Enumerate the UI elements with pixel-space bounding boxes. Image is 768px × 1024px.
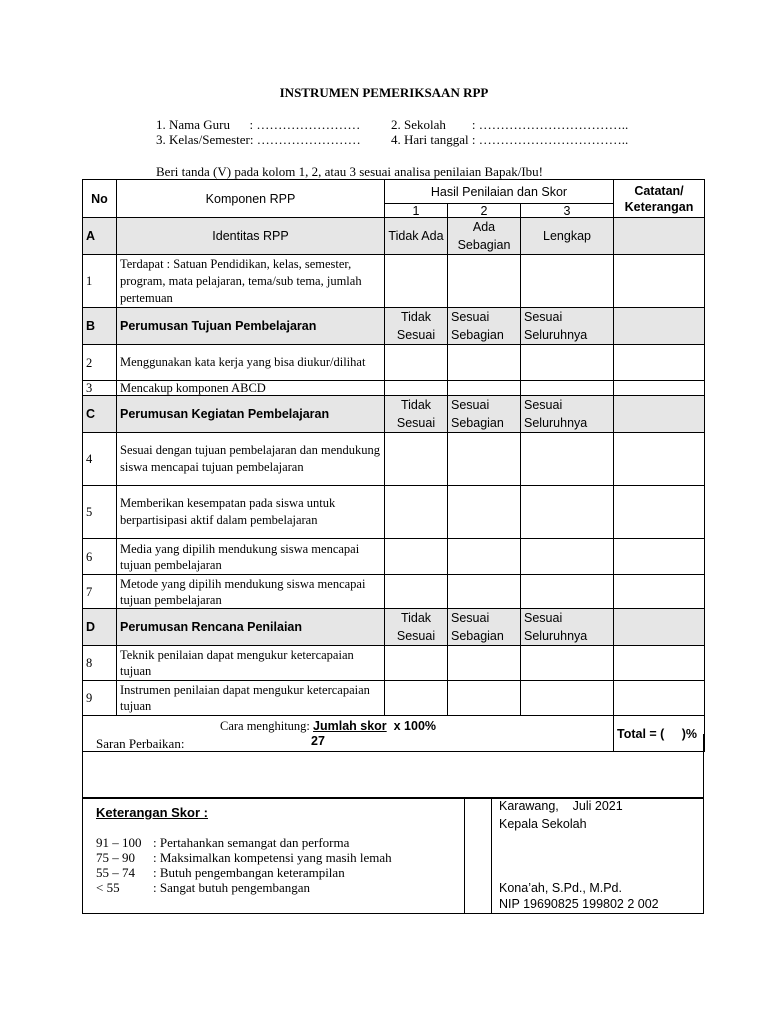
divider — [491, 799, 492, 913]
table-row — [83, 646, 705, 681]
document-title: INSTRUMEN PEMERIKSAAN RPP — [279, 85, 489, 100]
level-3: Sesuai Seluruhnya — [521, 308, 614, 345]
section-code: B — [83, 308, 117, 345]
check-cell-2[interactable] — [448, 539, 521, 575]
check-cell-3[interactable] — [521, 539, 614, 575]
field-nama-guru: 1. Nama Guru : …………………… — [156, 117, 361, 132]
scale-desc: : Pertahankan semangat dan performa — [153, 835, 350, 850]
signature-place-date: Karawang, Juli 2021 — [499, 799, 623, 813]
item-text: Instrumen penilaian dapat mengukur ketercapaian tujuan — [117, 681, 385, 716]
check-cell-2[interactable] — [448, 681, 521, 716]
section-code: D — [83, 609, 117, 646]
scale-range: 75 – 90 — [96, 850, 135, 865]
level-1: Tidak Ada — [385, 218, 448, 255]
formula-times: x 100% — [386, 719, 437, 733]
notes-cell[interactable] — [614, 539, 705, 575]
notes-cell[interactable] — [614, 609, 705, 646]
notes-cell[interactable] — [614, 308, 705, 345]
scale-desc: : Sangat butuh pengembangan — [153, 880, 311, 895]
score-2: 2 — [448, 204, 521, 218]
item-text: Media yang dipilih mendukung siswa mencapai tujuan pembelajaran — [117, 539, 385, 575]
check-cell-2[interactable] — [448, 575, 521, 609]
item-text: Menggunakan kata kerja yang bisa diukur/dilihat — [117, 345, 385, 381]
table-row — [83, 486, 705, 539]
scale-desc: : Maksimalkan kompetensi yang masih lemah — [153, 850, 392, 865]
item-text: Memberikan kesempatan pada siswa untuk berpartisipasi aktif dalam pembelajaran — [117, 486, 385, 539]
field-sekolah: 2. Sekolah : …………………………….. — [391, 117, 629, 132]
level-3: Sesuai Seluruhnya — [521, 609, 614, 646]
header-no: No — [83, 180, 117, 218]
level-3: Lengkap — [521, 218, 614, 255]
scale-range: < 55 — [96, 880, 120, 895]
notes-cell[interactable] — [614, 575, 705, 609]
level-2: Sesuai Sebagian — [448, 308, 521, 345]
item-text: Teknik penilaian dapat mengukur ketercapaian tujuan — [117, 646, 385, 681]
check-cell-2[interactable] — [448, 255, 521, 308]
scale-range: 91 – 100 — [96, 835, 142, 850]
check-cell-2[interactable] — [448, 345, 521, 381]
level-2: Sesuai Sebagian — [448, 609, 521, 646]
section-title: Perumusan Kegiatan Pembelajaran — [117, 396, 385, 433]
check-cell-3[interactable] — [521, 345, 614, 381]
divider — [464, 799, 465, 913]
item-no: 4 — [83, 433, 117, 486]
check-cell-1[interactable] — [385, 575, 448, 609]
field-hari-tanggal: 4. Hari tanggal : …………………………….. — [391, 132, 629, 147]
notes-cell[interactable] — [614, 396, 705, 433]
score-1: 1 — [385, 204, 448, 218]
check-cell-1[interactable] — [385, 681, 448, 716]
notes-cell[interactable] — [614, 681, 705, 716]
notes-cell[interactable] — [614, 255, 705, 308]
section-title: Perumusan Rencana Penilaian — [117, 609, 385, 646]
level-1: Tidak Sesuai — [385, 609, 448, 646]
item-no: 5 — [83, 486, 117, 539]
notes-cell[interactable] — [614, 381, 705, 396]
keterangan-title: Keterangan Skor : — [96, 805, 208, 820]
level-1: Tidak Sesuai — [385, 396, 448, 433]
notes-cell[interactable] — [614, 486, 705, 539]
score-3: 3 — [521, 204, 614, 218]
check-cell-3[interactable] — [521, 486, 614, 539]
item-text: Terdapat : Satuan Pendidikan, kelas, semester, program, mata pelajaran, tema/sub tema, jumlah pertemuan — [117, 255, 385, 308]
item-no: 1 — [83, 255, 117, 308]
item-no: 9 — [83, 681, 117, 716]
field-kelas-semester: 3. Kelas/Semester: …………………… — [156, 132, 361, 147]
item-no: 3 — [83, 381, 117, 396]
table-row — [83, 433, 705, 486]
section-title: Identitas RPP — [117, 218, 385, 255]
check-cell-1[interactable] — [385, 539, 448, 575]
check-cell-1[interactable] — [385, 486, 448, 539]
check-cell-3[interactable] — [521, 381, 614, 396]
section-code: A — [83, 218, 117, 255]
signature-nip: NIP 19690825 199802 2 002 — [499, 897, 659, 911]
notes-cell[interactable] — [614, 646, 705, 681]
formula-prefix: Cara menghitung: — [219, 719, 314, 733]
saran-label: Saran Perbaikan: — [96, 736, 185, 751]
item-text: Metode yang dipilih mendukung siswa mencapai tujuan pembelajaran — [117, 575, 385, 609]
signature-name: Kona’ah, S.Pd., M.Pd. — [499, 881, 622, 895]
table-row — [83, 255, 705, 308]
section-row — [83, 396, 705, 433]
check-cell-3[interactable] — [521, 646, 614, 681]
formula-numerator: Jumlah skor — [313, 719, 387, 733]
header-catatan: Catatan/ Keterangan — [614, 180, 705, 218]
instruction-text: Beri tanda (V) pada kolom 1, 2, atau 3 sesuai analisa penilaian Bapak/Ibu! — [156, 164, 543, 179]
section-row — [83, 609, 705, 646]
level-3: Sesuai Seluruhnya — [521, 396, 614, 433]
keterangan-box — [82, 798, 704, 914]
scale-row — [96, 850, 392, 865]
check-cell-3[interactable] — [521, 575, 614, 609]
check-cell-1[interactable] — [385, 646, 448, 681]
item-no: 6 — [83, 539, 117, 575]
check-cell-1[interactable] — [385, 433, 448, 486]
notes-cell[interactable] — [614, 433, 705, 486]
item-no: 2 — [83, 345, 117, 381]
check-cell-2[interactable] — [448, 381, 521, 396]
notes-cell[interactable] — [614, 218, 705, 255]
scale-row — [96, 880, 392, 895]
notes-cell[interactable] — [614, 345, 705, 381]
level-2: Ada Sebagian — [448, 218, 521, 255]
total-cell: Total = ( )% — [614, 716, 705, 752]
scale-row — [96, 835, 392, 850]
scale-row — [96, 865, 392, 880]
scale-desc: : Butuh pengembangan keterampilan — [153, 865, 345, 880]
item-no: 8 — [83, 646, 117, 681]
section-row — [83, 308, 705, 345]
scale-range: 55 – 74 — [96, 865, 135, 880]
table-row — [83, 345, 705, 381]
score-scale — [96, 835, 392, 895]
check-cell-1[interactable] — [385, 345, 448, 381]
header-hasil: Hasil Penilaian dan Skor — [385, 180, 614, 204]
assessment-table — [82, 179, 705, 752]
item-no: 7 — [83, 575, 117, 609]
table-row — [83, 575, 705, 609]
item-text: Mencakup komponen ABCD — [117, 381, 385, 396]
item-text: Sesuai dengan tujuan pembelajaran dan mendukung siswa mencapai tujuan pembelajaran — [117, 433, 385, 486]
check-cell-3[interactable] — [521, 681, 614, 716]
saran-box — [82, 734, 704, 798]
check-cell-2[interactable] — [448, 433, 521, 486]
check-cell-1[interactable] — [385, 381, 448, 396]
check-cell-1[interactable] — [385, 255, 448, 308]
level-1: Tidak Sesuai — [385, 308, 448, 345]
check-cell-2[interactable] — [448, 646, 521, 681]
table-row — [83, 681, 705, 716]
check-cell-3[interactable] — [521, 255, 614, 308]
header-komponen: Komponen RPP — [117, 180, 385, 218]
section-code: C — [83, 396, 117, 433]
table-row — [83, 381, 705, 396]
check-cell-2[interactable] — [448, 486, 521, 539]
signature-role: Kepala Sekolah — [499, 817, 587, 831]
section-row — [83, 218, 705, 255]
level-2: Sesuai Sebagian — [448, 396, 521, 433]
table-row — [83, 539, 705, 575]
check-cell-3[interactable] — [521, 433, 614, 486]
formula-denominator: 27 — [311, 734, 325, 748]
section-title: Perumusan Tujuan Pembelajaran — [117, 308, 385, 345]
